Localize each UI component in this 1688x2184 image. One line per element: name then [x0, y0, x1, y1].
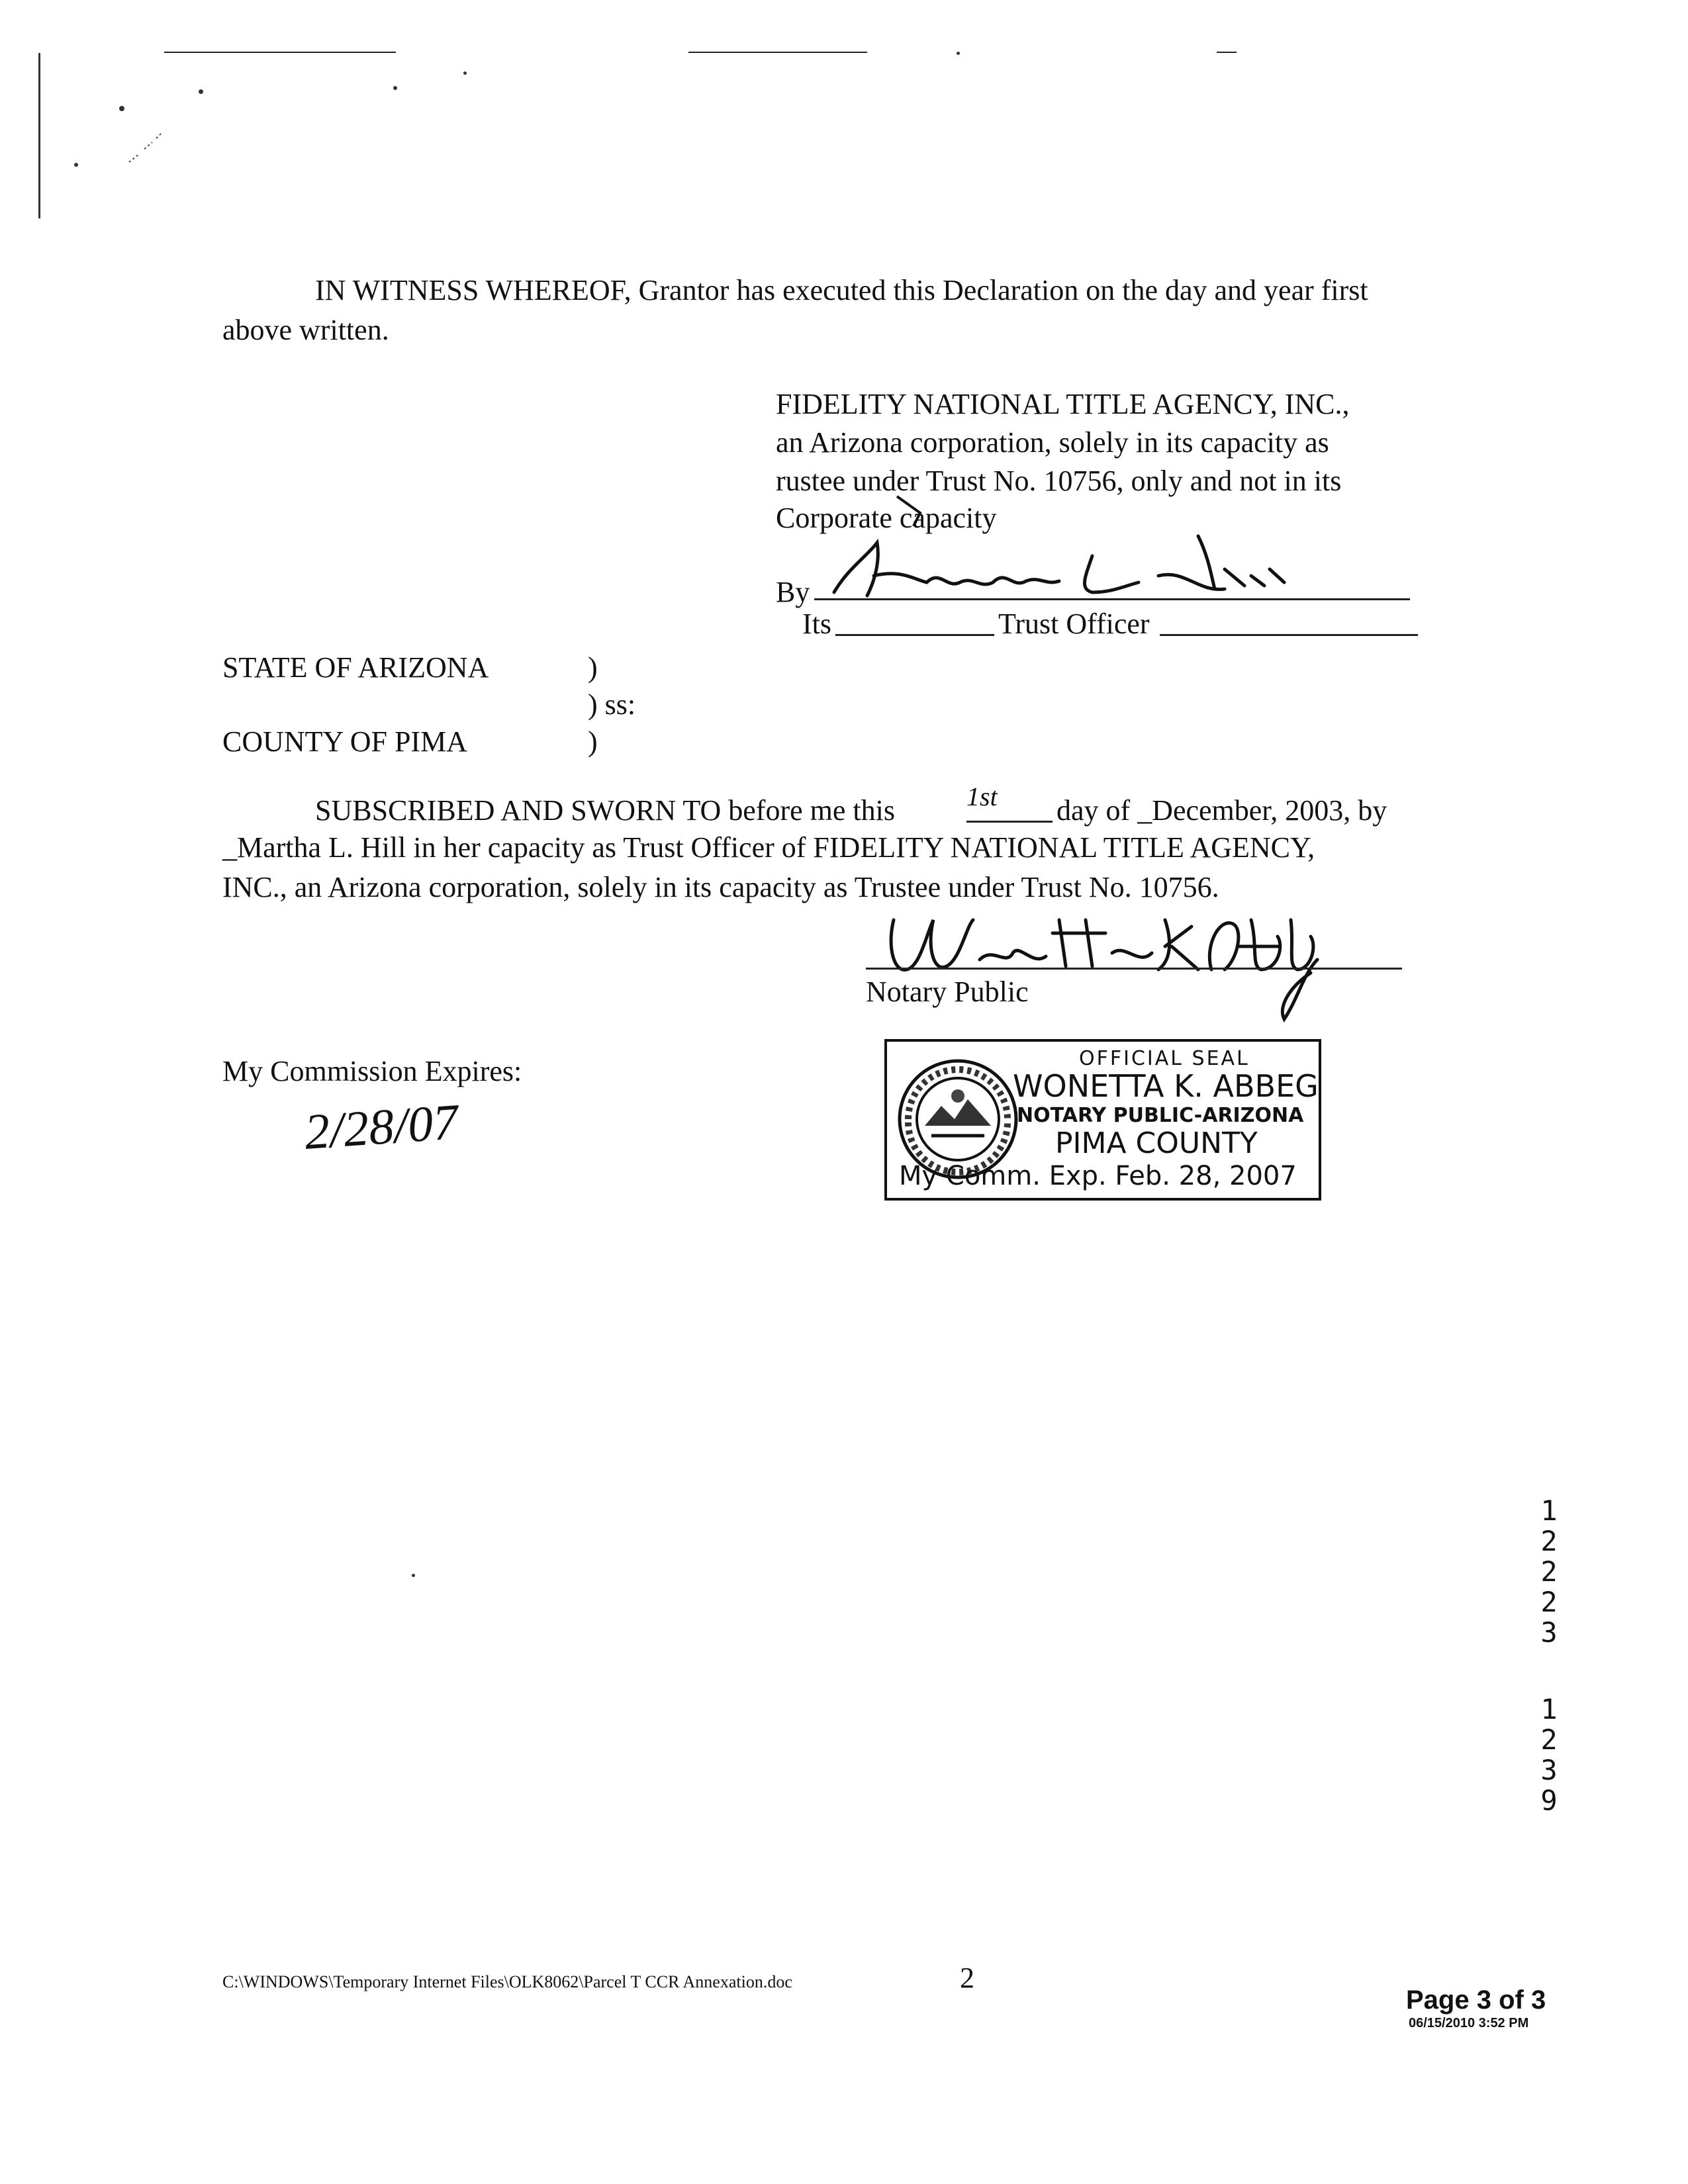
grantor-line-4: Corporate capacity [776, 502, 997, 534]
venue-paren-2: ) [588, 725, 598, 758]
scan-line [688, 52, 867, 53]
its-title: Trust Officer [998, 608, 1150, 640]
venue-ss: ) ss: [588, 688, 636, 721]
stamp-digit: 2 [1540, 1525, 1558, 1557]
scan-speck [957, 52, 960, 55]
recording-stamp-bottom [1536, 1694, 1562, 1816]
scan-line [164, 52, 396, 53]
stamp-digit: 1 [1540, 1494, 1558, 1527]
grantor-line-2: an Arizona corporation, solely in its capacity as [776, 426, 1329, 459]
seal-name: WONETTA K. ABBEG [1013, 1068, 1319, 1104]
stamp-digit: 2 [1540, 1555, 1558, 1588]
venue-paren-1: ) [588, 651, 598, 684]
commission-date-handwritten: 2/28/07 [303, 1094, 460, 1160]
footer-file-path: C:\WINDOWS\Temporary Internet Files\OLK8062\Parcel T CCR Annexation.doc [222, 1972, 792, 1991]
notary-seal [884, 1039, 1321, 1201]
stamp-digit: 2 [1540, 1723, 1558, 1756]
scan-speck [412, 1574, 415, 1577]
its-label: Its [802, 608, 831, 640]
scan-smudge [126, 129, 165, 169]
its-line-right [1160, 634, 1418, 636]
seal-title: NOTARY PUBLIC-ARIZONA [1017, 1104, 1304, 1127]
recording-stamp-top [1536, 1496, 1562, 1648]
stamp-digit: 2 [1540, 1586, 1558, 1618]
jurat-day-handwritten: 1st [966, 781, 1053, 823]
jurat-line-3: INC., an Arizona corporation, solely in its capacity as Trustee under Trust No. 10756. [222, 871, 1219, 903]
footer-page-number: 2 [960, 1962, 974, 1994]
jurat-line-1-a: SUBSCRIBED AND SWORN TO before me this [315, 794, 895, 827]
scan-speck [393, 86, 397, 90]
venue-state: STATE OF ARIZONA [222, 651, 489, 684]
footer-timestamp: 06/15/2010 3:52 PM [1409, 2016, 1529, 2030]
by-label: By [776, 576, 810, 608]
scan-speck [119, 106, 124, 111]
stamp-digit: 3 [1540, 1616, 1558, 1649]
scan-edge-line [38, 53, 40, 218]
jurat-line-1-b: day of _December, 2003, by [1056, 794, 1387, 827]
signature-stroke [894, 490, 947, 529]
grantor-line-3: rustee under Trust No. 10756, only and not in its [776, 465, 1342, 497]
commission-label: My Commission Expires: [222, 1055, 522, 1087]
stamp-digit: 1 [1540, 1693, 1558, 1725]
its-line-left [835, 634, 994, 636]
notary-public-label: Notary Public [866, 976, 1029, 1008]
witness-line-2: above written. [222, 314, 389, 346]
stamp-digit: 3 [1540, 1754, 1558, 1786]
scan-speck [463, 71, 467, 75]
grantor-company: FIDELITY NATIONAL TITLE AGENCY, INC., [776, 388, 1350, 420]
trust-officer-signature [827, 529, 1317, 602]
footer-page-of: Page 3 of 3 [1406, 1985, 1546, 2015]
stamp-digit: 9 [1540, 1784, 1558, 1817]
witness-line-1: IN WITNESS WHEREOF, Grantor has executed this Declaration on the day and year first [315, 274, 1368, 306]
jurat-line-2: _Martha L. Hill in her capacity as Trust Officer of FIDELITY NATIONAL TITLE AGENCY, [222, 831, 1315, 864]
scan-speck [199, 89, 203, 94]
scan-line [1217, 52, 1237, 53]
seal-county: PIMA COUNTY [1055, 1126, 1258, 1160]
venue-county: COUNTY OF PIMA [222, 725, 467, 758]
seal-official-label: OFFICIAL SEAL [1079, 1047, 1250, 1070]
scan-speck [74, 163, 78, 167]
seal-expiration: My Comm. Exp. Feb. 28, 2007 [899, 1161, 1297, 1191]
notary-signature-line [866, 968, 1402, 970]
